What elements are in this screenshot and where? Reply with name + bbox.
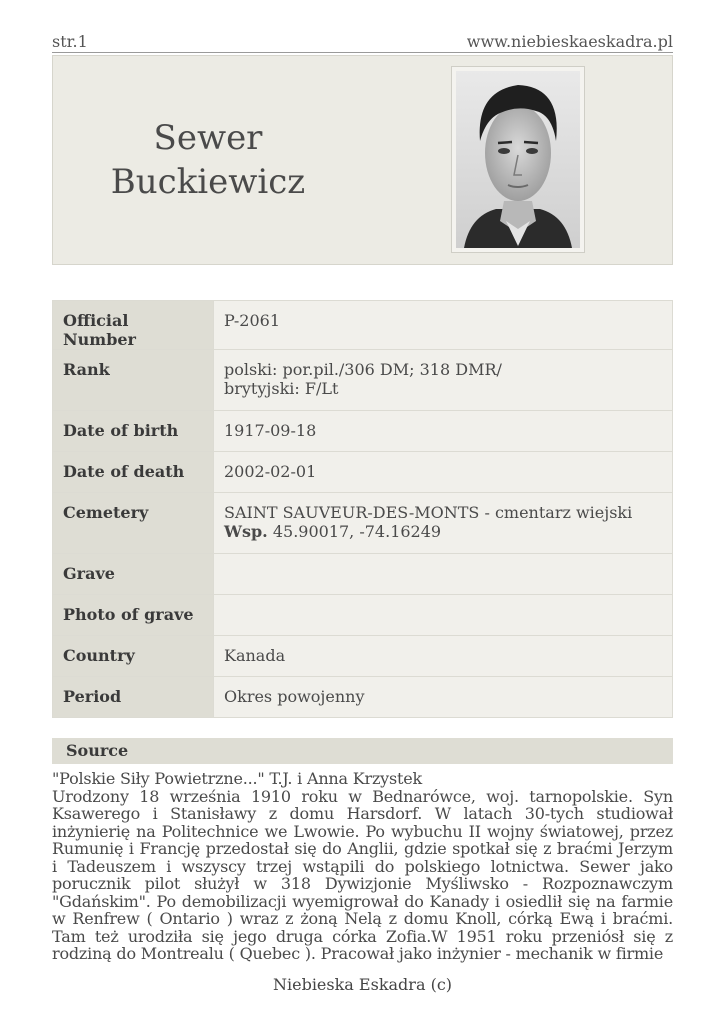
rank-value xyxy=(214,350,673,411)
period-label: Period xyxy=(53,677,214,718)
page-footer: Niebieska Eskadra (c) xyxy=(272,975,453,994)
coordinates-value: 45.90017, -74.16249 xyxy=(272,522,442,541)
portrait-image xyxy=(456,71,580,248)
row-rank xyxy=(53,350,673,411)
rank-british: brytyjski: F/Lt xyxy=(224,379,339,398)
coordinates-label: Wsp. xyxy=(224,522,268,541)
person-header xyxy=(52,55,673,265)
official-number-value: P-2061 xyxy=(214,301,673,350)
country-value: Kanada xyxy=(214,636,673,677)
page-number: str.1 xyxy=(52,32,88,51)
source-biography-text: Urodzony 18 września 1910 roku w Bednarówce, woj. tarnopolskie. Syn Ksawerego i Stanisławy z domu Harsdorf. W latach 30-tych studiował inżynierię na Politechnice we Lwowie. Po wybuchu II wojny światowej, przez Rumunię i Francję przedostał się do Anglii, gdzie spotkał się z braćmi Jerzym i Tadeuszem i wszyscy trzej wstąpili do polskiego lotnictwa. Sewer jako porucznik pilot służył w 318 Dywizjonie Myśliwsko - Rozpoznawczym "Gdańskim". Po demobilizacji wyemigrował do Kanady i osiedlił się na farmie w Renfrew ( Ontario ) wraz z żoną Nelą z domu Knoll, córką Ewą i braćmi. Tam też urodziła się jego druga córka Zofia.W 1951 roku przeniósł się z rodziną do Montrealu ( Quebec ). Pracował jako inżynier - mechanik w firmie xyxy=(52,786,673,963)
row-date-of-birth xyxy=(53,411,673,452)
country-label: Country xyxy=(53,636,214,677)
dob-value: 1917-09-18 xyxy=(214,411,673,452)
dod-value: 2002-02-01 xyxy=(214,452,673,493)
page-header-bar xyxy=(52,30,673,53)
source-heading: Source xyxy=(52,738,673,764)
row-date-of-death xyxy=(53,452,673,493)
portrait-photo xyxy=(451,66,585,253)
row-cemetery xyxy=(53,493,673,554)
source-section xyxy=(52,770,673,963)
row-period xyxy=(53,677,673,718)
photo-grave-label: Photo of grave xyxy=(53,595,214,636)
row-official-number xyxy=(53,301,673,350)
cemetery-coordinates xyxy=(224,522,662,541)
grave-label: Grave xyxy=(53,554,214,595)
dod-label: Date of death xyxy=(53,452,214,493)
person-name xyxy=(53,116,363,204)
grave-value xyxy=(214,554,673,595)
photo-grave-value xyxy=(214,595,673,636)
period-value: Okres powojenny xyxy=(214,677,673,718)
dob-label: Date of birth xyxy=(53,411,214,452)
cemetery-label: Cemetery xyxy=(53,493,214,554)
first-name: Sewer xyxy=(153,118,263,158)
rank-label: Rank xyxy=(53,350,214,411)
official-number-label: Official Number xyxy=(53,301,214,350)
rank-polish: polski: por.pil./306 DM; 318 DMR/ xyxy=(224,360,502,379)
last-name: Buckiewicz xyxy=(110,162,306,202)
source-reference: "Polskie Siły Powietrzne..." T.J. i Anna Krzystek xyxy=(52,769,423,788)
site-url: www.niebieskaeskadra.pl xyxy=(466,32,673,51)
cemetery-value xyxy=(214,493,673,554)
row-grave xyxy=(53,554,673,595)
row-photo-of-grave xyxy=(53,595,673,636)
cemetery-name: SAINT SAUVEUR-DES-MONTS - cmentarz wiejski xyxy=(224,503,633,522)
personal-details-table xyxy=(52,300,673,718)
row-country xyxy=(53,636,673,677)
